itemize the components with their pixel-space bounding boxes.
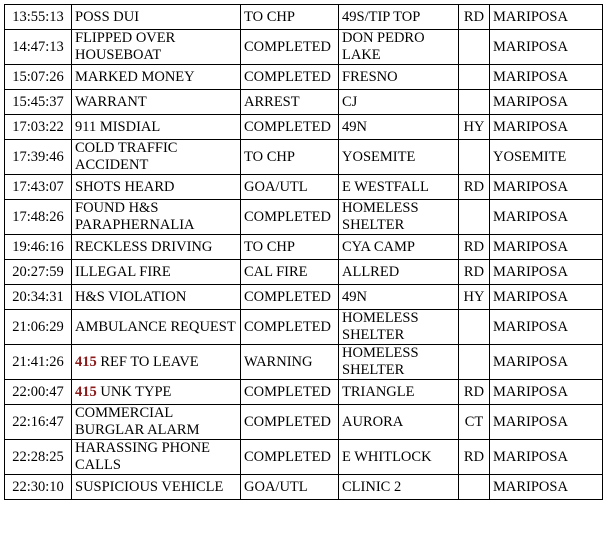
table-row [5,285,603,310]
cell-time: 15:07:26 [5,65,72,90]
cell-call-type [72,235,241,260]
table-row [5,345,603,380]
cell-time: 20:34:31 [5,285,72,310]
table-row [5,200,603,235]
cell-city: MARIPOSA [490,235,603,260]
cell-city: MARIPOSA [490,5,603,30]
call-description: ILLEGAL FIRE [75,263,171,280]
call-description: FOUND H&S PARAPHERNALIA [75,200,195,233]
cell-city: YOSEMITE [490,140,603,175]
cell-disposition: COMPLETED [241,30,339,65]
cell-location: AURORA [339,405,459,440]
cell-city: MARIPOSA [490,115,603,140]
cell-time: 22:00:47 [5,380,72,405]
cell-disposition: COMPLETED [241,310,339,345]
cell-city: MARIPOSA [490,405,603,440]
call-description: REF TO LEAVE [100,353,199,370]
cell-disposition: COMPLETED [241,405,339,440]
call-log-table [4,4,603,500]
cell-street-type: RD [459,440,490,475]
call-description: UNK TYPE [100,383,172,400]
cell-location: 49N [339,285,459,310]
call-description: POSS DUI [75,8,140,25]
cell-street-type: CT [459,405,490,440]
cell-disposition: CAL FIRE [241,260,339,285]
table-row [5,310,603,345]
cell-location: FRESNO [339,65,459,90]
table-row [5,115,603,140]
cell-location: CYA CAMP [339,235,459,260]
cell-time: 22:28:25 [5,440,72,475]
table-row [5,260,603,285]
call-log-body [5,5,603,500]
cell-call-type [72,405,241,440]
table-row [5,440,603,475]
cell-call-type [72,65,241,90]
cell-disposition: COMPLETED [241,65,339,90]
cell-disposition: COMPLETED [241,200,339,235]
cell-call-type [72,90,241,115]
cell-call-type [72,30,241,65]
cell-call-type [72,440,241,475]
cell-location: HOMELESS SHELTER [339,345,459,380]
cell-time: 22:16:47 [5,405,72,440]
cell-time: 21:06:29 [5,310,72,345]
cell-city: MARIPOSA [490,285,603,310]
cell-disposition: TO CHP [241,235,339,260]
cell-location: CJ [339,90,459,115]
cell-time: 20:27:59 [5,260,72,285]
cell-location: HOMELESS SHELTER [339,200,459,235]
call-description: COLD TRAFFIC ACCIDENT [75,140,178,173]
cell-street-type: HY [459,285,490,310]
call-description: H&S VIOLATION [75,288,187,305]
cell-disposition: ARREST [241,90,339,115]
cell-time: 14:47:13 [5,30,72,65]
cell-location: CLINIC 2 [339,475,459,500]
cell-time: 22:30:10 [5,475,72,500]
cell-street-type [459,310,490,345]
cell-street-type: HY [459,115,490,140]
cell-city: MARIPOSA [490,175,603,200]
table-row [5,90,603,115]
cell-disposition: TO CHP [241,5,339,30]
cell-disposition: WARNING [241,345,339,380]
cell-time: 17:39:46 [5,140,72,175]
cell-city: MARIPOSA [490,90,603,115]
cell-call-type [72,140,241,175]
cell-disposition: COMPLETED [241,115,339,140]
table-row [5,405,603,440]
cell-city: MARIPOSA [490,380,603,405]
cell-location: DON PEDRO LAKE [339,30,459,65]
cell-city: MARIPOSA [490,345,603,380]
cell-street-type [459,30,490,65]
cell-city: MARIPOSA [490,30,603,65]
cell-city: MARIPOSA [490,440,603,475]
cell-city: MARIPOSA [490,65,603,90]
call-description: SUSPICIOUS VEHICLE [75,478,224,495]
cell-city: MARIPOSA [490,310,603,345]
cell-location: TRIANGLE [339,380,459,405]
cell-location: 49N [339,115,459,140]
call-description: WARRANT [75,93,147,110]
cell-call-type [72,115,241,140]
cell-city: MARIPOSA [490,475,603,500]
cell-call-type [72,310,241,345]
cell-location: ALLRED [339,260,459,285]
cell-disposition: COMPLETED [241,380,339,405]
cell-disposition: COMPLETED [241,440,339,475]
cell-street-type: RD [459,175,490,200]
table-row [5,235,603,260]
cell-call-type [72,5,241,30]
cell-time: 17:43:07 [5,175,72,200]
table-row [5,65,603,90]
cell-disposition: GOA/UTL [241,475,339,500]
cell-location: YOSEMITE [339,140,459,175]
cell-time: 21:41:26 [5,345,72,380]
cell-call-type [72,345,241,380]
cell-street-type: RD [459,260,490,285]
table-row [5,380,603,405]
cell-location: HOMELESS SHELTER [339,310,459,345]
cell-street-type: RD [459,5,490,30]
cell-call-type [72,285,241,310]
call-description: HARASSING PHONE CALLS [75,440,210,473]
cell-street-type [459,475,490,500]
cell-location: E WHITLOCK [339,440,459,475]
cell-location: E WESTFALL [339,175,459,200]
table-row [5,475,603,500]
call-description: AMBULANCE REQUEST [75,318,236,335]
cell-street-type: RD [459,380,490,405]
call-description: SHOTS HEARD [75,178,175,195]
cell-time: 17:03:22 [5,115,72,140]
call-description: FLIPPED OVER HOUSEBOAT [75,30,176,63]
cell-time: 17:48:26 [5,200,72,235]
cell-street-type: RD [459,235,490,260]
cell-call-type [72,175,241,200]
cell-city: MARIPOSA [490,200,603,235]
cell-disposition: TO CHP [241,140,339,175]
table-row [5,175,603,200]
cell-time: 19:46:16 [5,235,72,260]
call-description: 911 MISDIAL [75,118,161,135]
table-row [5,30,603,65]
call-description: RECKLESS DRIVING [75,238,213,255]
cell-street-type [459,200,490,235]
cell-time: 13:55:13 [5,5,72,30]
cell-city: MARIPOSA [490,260,603,285]
cell-street-type [459,90,490,115]
cell-call-type [72,380,241,405]
cell-call-type [72,200,241,235]
penal-code: 415 [75,383,97,400]
cell-disposition: GOA/UTL [241,175,339,200]
cell-disposition: COMPLETED [241,285,339,310]
call-description: MARKED MONEY [75,68,195,85]
cell-location: 49S/TIP TOP [339,5,459,30]
penal-code: 415 [75,353,97,370]
cell-street-type [459,140,490,175]
cell-call-type [72,260,241,285]
cell-street-type [459,65,490,90]
table-row [5,140,603,175]
table-row [5,5,603,30]
cell-time: 15:45:37 [5,90,72,115]
call-description: COMMERCIAL BURGLAR ALARM [75,405,200,438]
cell-street-type [459,345,490,380]
cell-call-type [72,475,241,500]
